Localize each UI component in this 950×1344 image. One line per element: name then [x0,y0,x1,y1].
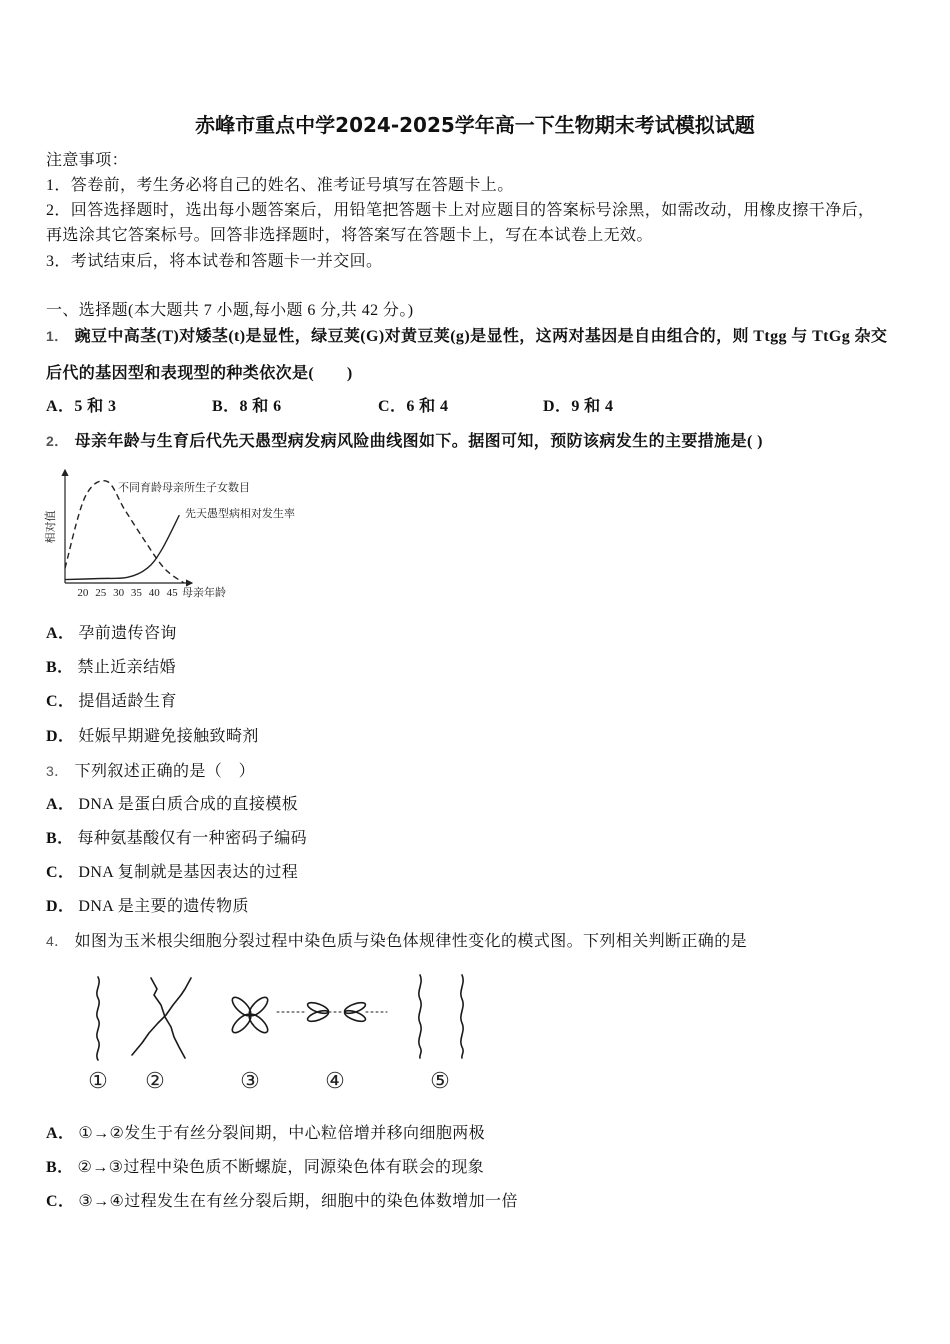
option-text: DNA 是蛋白质合成的直接模板 [78,796,299,813]
q1-option-c [378,397,448,417]
option-letter: B． [46,830,74,847]
option-letter: C． [46,864,75,881]
x-tick-label: 30 [113,587,125,599]
question-number: 4． [46,933,69,949]
notice-line-1: 1．答卷前，考生务必将自己的姓名、准考证号填写在答题卡上。 [46,177,514,194]
section-heading: 一、选择题(本大题共 7 小题,每小题 6 分,共 42 分。) [46,302,414,319]
option-text: ②→③过程中染色质不断螺旋，同源染色体有联会的现象 [77,1159,485,1176]
q3-option-a [46,795,298,815]
option-text: 5 和 3 [74,398,117,415]
chromatid-right [343,1000,366,1023]
q3-option-b [46,829,307,849]
q3-option-d [46,897,249,917]
option-text: DNA 是主要的遗传物质 [78,898,249,915]
notice-line-3: 3．考试结束后，将本试卷和答题卡一并交回。 [46,253,383,270]
figure-label-3: ③ [240,1068,260,1093]
option-letter: D． [46,728,75,745]
x-tick-label: 20 [77,587,89,599]
q4-option-b [46,1158,484,1178]
x-tick-labels [77,587,178,599]
chromatin-strand-1 [97,977,99,1060]
question-2-stem [46,431,763,451]
question-text: 如图为玉米根尖细胞分裂过程中染色质与染色体规律性变化的模式图。下列相关判断正确的是 [74,933,747,950]
series-label-down-syndrome: 先天愚型病相对发生率 [185,508,295,520]
chromatin-strand-5a [419,975,421,1058]
option-letter: C． [46,1193,75,1210]
x-tick-label: 25 [95,587,107,599]
option-letter: B． [46,1159,74,1176]
series-label-births: 不同育龄母亲所生子女数目 [118,482,250,494]
maternal-age-risk-chart [40,465,320,605]
question-number: 1． [46,328,69,344]
q2-option-a [46,624,177,644]
notice-heading: 注意事项： [46,152,129,169]
q2-option-b [46,658,176,678]
option-text: 8 和 6 [239,398,282,415]
question-1-stem-continued: 后代的基因型和表现型的种类依次是( ) [46,365,353,382]
option-letter: A． [46,398,75,415]
chromatin-strand-2a [151,978,185,1058]
q4-option-a [46,1124,485,1144]
option-letter: B． [212,398,240,415]
option-text: 禁止近亲结婚 [77,659,176,676]
option-letter: A． [46,1125,75,1142]
chromatid-left [306,1000,329,1023]
option-letter: C． [378,398,407,415]
option-text: 9 和 4 [571,398,614,415]
q1-option-b [212,397,281,417]
question-text: 豌豆中高茎(T)对矮茎(t)是显性，绿豆荚(G)对黄豆荚(g)是显性，这两对基因是自由组合的，则 Ttgg 与 TtGg 杂交 [74,328,888,345]
option-letter: A． [46,796,75,813]
option-text: 6 和 4 [406,398,449,415]
option-text: 孕前遗传咨询 [78,625,177,642]
chromosome-x-shape [229,994,270,1035]
question-1-stem [46,326,887,346]
q4-option-c [46,1192,518,1212]
figure-label-2: ② [145,1068,165,1093]
option-text: DNA 复制就是基因表达的过程 [78,864,299,881]
x-axis-label: 母亲年龄 [182,587,226,599]
option-text: 提倡适龄生育 [78,693,177,710]
x-tick-label: 40 [148,587,160,599]
series-line-down-syndrome [65,515,179,579]
q1-option-d [543,397,613,417]
chromatin-strand-5b [461,975,463,1058]
x-tick-label: 45 [166,587,178,599]
series-line-births [65,481,184,583]
option-text: ①→②发生于有丝分裂间期，中心粒倍增并移向细胞两极 [78,1125,486,1142]
option-text: ③→④过程发生在有丝分裂后期，细胞中的染色体数增加一倍 [78,1193,518,1210]
q3-option-c [46,863,298,883]
question-number: 2． [46,433,69,449]
option-letter: B． [46,659,74,676]
y-axis-label: 相对值 [45,510,57,544]
x-tick-label: 35 [130,587,142,599]
question-4-stem [46,931,747,951]
question-number: 3． [46,763,69,779]
option-text: 每种氨基酸仅有一种密码子编码 [77,830,308,847]
chart-series-group [65,481,184,583]
q2-option-c [46,692,177,712]
exam-title: 赤峰市重点中学2024-2025学年高一下生物期末考试模拟试题 [195,113,755,137]
figure-label-5: ⑤ [430,1068,450,1093]
option-letter: A． [46,625,75,642]
option-letter: D． [543,398,572,415]
figure-label-1: ① [88,1068,108,1093]
chromatin-chromosome-figure [45,965,475,1100]
q2-option-d [46,727,259,747]
figure-label-4: ④ [325,1068,345,1093]
q1-option-a [46,397,116,417]
notice-line-2-continued: 再选涂其它答案标号。回答非选择题时，将答案写在答题卡上，写在本试卷上无效。 [46,227,653,244]
option-text: 妊娠早期避免接触致畸剂 [78,728,259,745]
notice-line-2: 2．回答选择题时，选出每小题答案后，用铅笔把答题卡上对应题目的答案标号涂黑，如需改动，用橡皮擦干净后， [46,202,875,219]
question-text: 母亲年龄与生育后代先天愚型病发病风险曲线图如下。据图可知，预防该病发生的主要措施是( ) [74,433,763,450]
option-letter: D． [46,898,75,915]
question-3-stem [46,761,255,781]
question-text: 下列叙述正确的是（ ） [74,763,255,780]
option-letter: C． [46,693,75,710]
chromatin-strand-2b [132,978,191,1055]
